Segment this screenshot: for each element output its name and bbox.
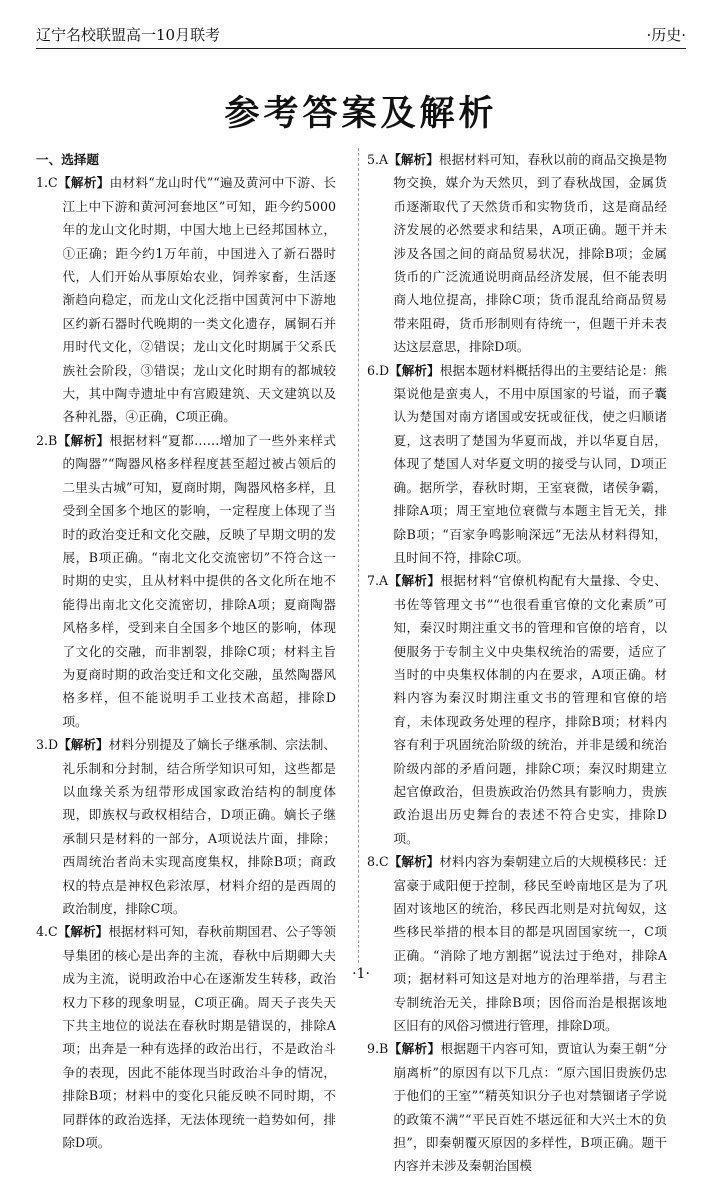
- answer-number: 2.B: [36, 432, 58, 448]
- answer-item-6: [367, 359, 667, 570]
- section-title: 一、选择题: [36, 152, 99, 167]
- answer-text: 材料分别提及了嫡长子继承制、宗法制、礼乐制和分封制，结合所学知识可知，这些都是以血缘关系为纽带形成国家政治结构的制度体现，即族权与政权相结合，D项正确。嫡长子继承制只是材料的一部分，A项说法片面，排除；西周统治者尚未实现高度集权，排除B项；商政权的特点是神权色彩浓厚，材料介绍的是西周的政治制度，排除C项。: [62, 737, 337, 916]
- answer-number: 5.A: [367, 152, 389, 167]
- analysis-tag: 【解析】: [57, 175, 110, 191]
- answer-text: 根据题干内容可知，贾谊认为秦王朝“分崩离析”的原因有以下几点：“原六国旧贵族仍忠于他们的王室”“精英知识分子也对禁锢诸子学说的政策不满”“平民百姓不堪远征和大兴土木的负担”，即秦朝覆灭原因的多样性，B项正确。题干内容并未涉及秦朝治国模: [393, 1041, 667, 1174]
- left-column: [36, 148, 336, 1154]
- answer-item-2: [36, 429, 336, 733]
- page-number: ·1·: [352, 966, 370, 982]
- header-exam-title: 辽宁名校联盟高一10月联考: [36, 26, 221, 44]
- analysis-tag: 【解析】: [57, 432, 110, 448]
- answer-number: 3.D: [36, 737, 59, 753]
- answer-item-9: [367, 1037, 667, 1177]
- analysis-tag: 【解析】: [57, 924, 109, 940]
- right-column: [367, 148, 667, 1178]
- analysis-tag: 【解析】: [389, 362, 440, 378]
- answer-number: 6.D: [367, 362, 390, 378]
- answer-number: 4.C: [36, 924, 58, 940]
- answer-text: 根据材料可知，春秋前期国君、公子等领导集团的核心是出奔的主流，春秋中后期卿大夫成为主流，说明政治中心在逐渐发生转移，政治权力下移的现象明显，C项正确。周天子丧失天下共主地位的说法在春秋时期是错误的，排除A项；出奔是一种有选择的政治出行，不是政治斗争的表现，因此不能体现当时政治斗争的情况，排除B项；材料中的变化只能反映不同时期，不同群体的政治选择，无法体现统一趋势如何，排除D项。: [62, 924, 337, 1151]
- answer-number: 1.C: [36, 175, 58, 191]
- analysis-tag: 【解析】: [388, 1041, 441, 1057]
- column-divider: [358, 148, 359, 963]
- page-header: [36, 22, 686, 49]
- header-subject: ·历史·: [646, 26, 686, 44]
- answer-number: 9.B: [367, 1041, 389, 1057]
- answer-text: 根据本题材料概括得出的主要结论是：熊渠说他是蛮夷人，不用中原国家的号谥，而子囊认为楚国对南方诸国或安抚或征伐，使之归顺诸夏，这表明了楚国为华夏而战，并以华夏自居，体现了楚国人对华夏文明的接受与认同，D项正确。据所学，春秋时期，王室衰微，诸侯争霸，排除A项；周王室地位衰微与本题主旨无关，排除B项；“百家争鸣影响深远”无法从材料得知，且时间不符，排除C项。: [393, 362, 668, 565]
- answer-text: 由材料“龙山时代”“遍及黄河中下游、长江上中下游和黄河河套地区”可知，距今约5000年的龙山文化时期，中国大地上已经邦国林立，①正确；距今约1万年前，中国进入了新石器时代，人们开始从事原始农业，饲养家畜，生活逐渐趋向稳定，而龙山文化泛指中国黄河中下游地区约新石器时代晚期的一类文化遗存，属铜石并用时代文化，②错误；龙山文化时期属于父系氏族社会阶段，③错误；龙山文化时期有的都城较大，其中陶寺遗址中有宫殿建筑、天文建筑以及各种礼器，④正确，C项正确。: [62, 175, 336, 425]
- answer-item-1: [36, 171, 336, 428]
- answer-item-5: [367, 148, 667, 359]
- answer-item-4: [36, 920, 336, 1154]
- answer-item-8: [367, 850, 667, 1037]
- analysis-tag: 【解析】: [388, 573, 441, 589]
- answer-text: 根据材料可知，春秋以前的商品交换是物物交换，媒介为天然贝，到了春秋战国，金属货币逐渐取代了天然货币和实物货币，这是商品经济发展的必然要求和结果，A项正确。题干并未涉及各国之间的商品贸易状况，排除B项；金属货币的广泛流通说明商品经济发展，但不能表明商人地位提高，排除C项；货币混乱给商品贸易带来阻碍，货币形制则有待统一，但题干并未表达这层意思，排除D项。: [393, 152, 668, 355]
- analysis-tag: 【解析】: [58, 737, 109, 753]
- answer-item-7: [367, 569, 667, 850]
- analysis-tag: 【解析】: [388, 152, 439, 167]
- answer-item-3: [36, 733, 336, 920]
- analysis-tag: 【解析】: [388, 854, 440, 870]
- answer-number: 8.C: [367, 854, 389, 870]
- answer-text: 根据材料“夏都……增加了一些外来样式的陶器”“陶器风格多样程度甚至超过被占领后的二里头古城”可知，夏商时期，陶器风格多样，且受到全国多个地区的影响，一定程度上体现了当时的政治变迁和文化交融，反映了早期文明的发展，B项正确。“南北文化交流密切”不符合这一时期的史实，且从材料中提供的各文化所在地不能得出南北文化交流密切，排除A项；夏商陶器风格多样，受到来自全国多个地区的影响，体现了文化的交融，而非割裂，排除C项；材料主旨为夏商时期的政治变迁和文化交融，虽然陶器风格多样，但不能说明手工业技术高超，排除D项。: [62, 432, 336, 729]
- answer-text: 材料内容为秦朝建立后的大规模移民：迁富豪于咸阳便于控制，移民至岭南地区是为了巩固对该地区的统治，移民西北则是对抗匈奴，这些移民举措的根本目的都是巩固国家统一，C项正确。“消除了地方割据”说法过于绝对，排除A项；据材料可知这是对地方的治理举措，与君主专制统治无关，排除B项；因俗而治是根据该地区旧有的风俗习惯进行管理，排除D项。: [393, 854, 668, 1034]
- answer-number: 7.A: [367, 573, 389, 589]
- page-title: 参考答案及解析: [224, 94, 498, 134]
- answer-text: 根据材料“官僚机构配有大量掾、令史、书佐等管理文书”“也很看重官僚的文化素质”可知，秦汉时期注重文书的管理和官僚的培育，以便服务于专制主义中央集权统治的需要，适应了当时的中央集权体制的内在要求，A项正确。材料内容为秦汉时期注重文书的管理和官僚的培育，未体现政务处理的程序，排除B项；材料内容有利于巩固统治阶级的统治，并非是缓和统治阶级内部的矛盾问题，排除C项；秦汉时期建立起官僚政治，但贵族政治仍然具有影响力，贵族政治退出历史舞台的表述不符合史实，排除D项。: [393, 573, 667, 846]
